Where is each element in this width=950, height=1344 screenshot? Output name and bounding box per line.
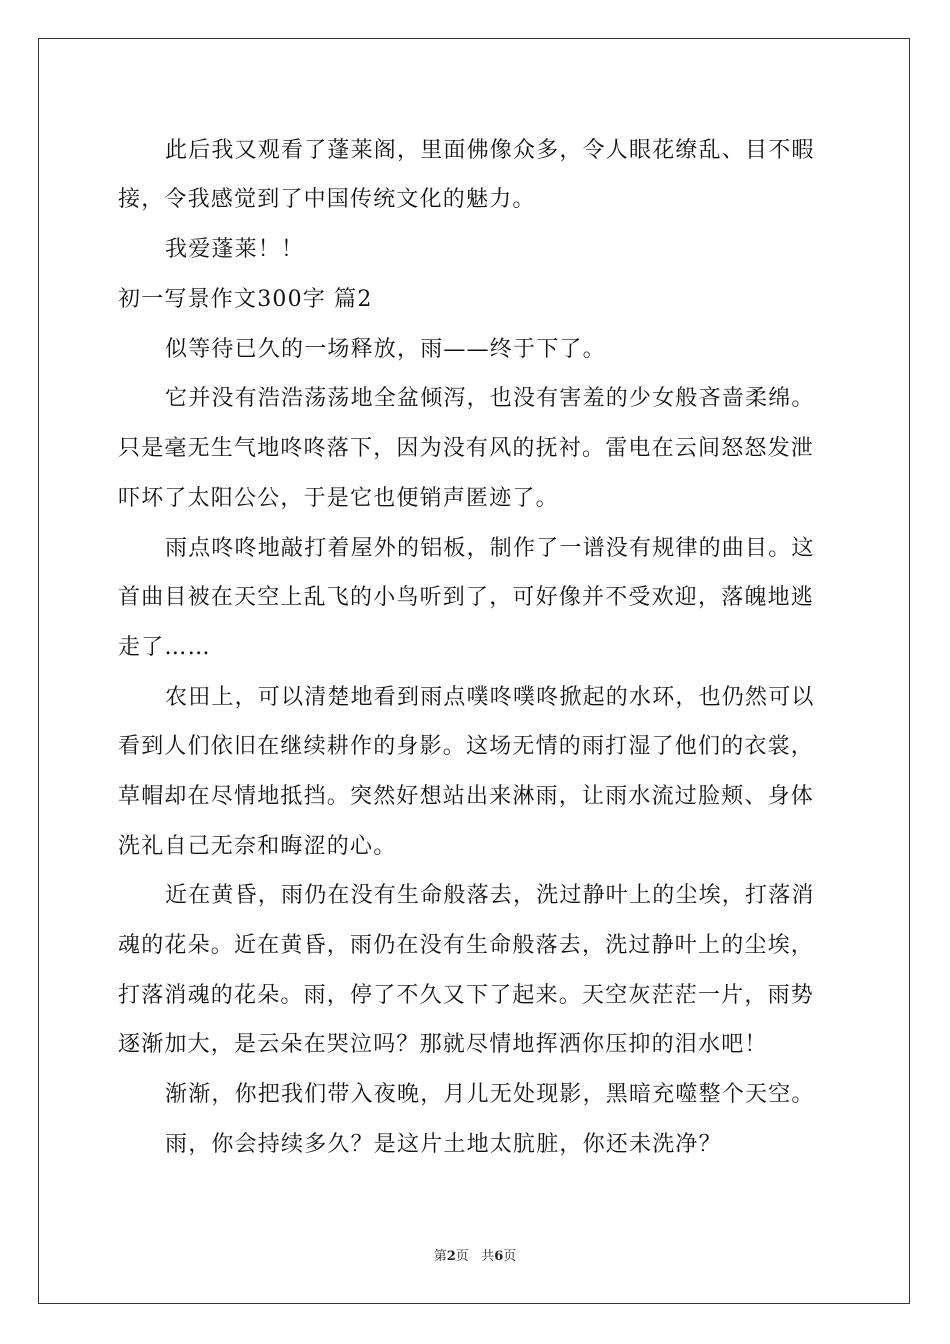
text-line: 打落消魂的花朵。雨，停了不久又下了起来。天空灰茫茫一片，雨势 bbox=[118, 983, 815, 1008]
footer-prefix: 第 bbox=[433, 1249, 447, 1264]
text-line: 首曲目被在天空上乱飞的小鸟听到了，可好像并不受欢迎，落魄地逃 bbox=[118, 585, 815, 610]
page-footer bbox=[0, 1245, 950, 1264]
text-line: 逐渐加大，是云朵在哭泣吗？那就尽情地挥洒你压抑的泪水吧！ bbox=[118, 1032, 768, 1057]
text-line: 近在黄昏，雨仍在没有生命般落去，洗过静叶上的尘埃，打落消 bbox=[165, 883, 815, 908]
text-line: 草帽却在尽情地抵挡。突然好想站出来淋雨，让雨水流过脸颊、身体 bbox=[118, 784, 815, 809]
text-line: 吓坏了太阳公公，于是它也便销声匿迹了。 bbox=[118, 486, 559, 511]
text-line: 似等待已久的一场释放，雨——终于下了。 bbox=[165, 337, 606, 362]
text-line: 只是毫无生气地咚咚落下，因为没有风的抚衬。雷电在云间怒怒发泄 bbox=[118, 436, 815, 461]
text-line: 接，令我感觉到了中国传统文化的魅力。 bbox=[118, 187, 536, 212]
footer-suffix: 页 bbox=[503, 1249, 517, 1264]
text-line: 洗礼自己无奈和晦涩的心。 bbox=[118, 834, 397, 859]
text-line: 魂的花朵。近在黄昏，雨仍在没有生命般落去，洗过静叶上的尘埃， bbox=[118, 933, 815, 958]
text-line: 渐渐，你把我们带入夜晚，月儿无处现影，黑暗充噬整个天空。 bbox=[165, 1082, 815, 1107]
text-line: 雨点咚咚地敲打着屋外的铝板，制作了一谱没有规律的曲目。这 bbox=[165, 536, 815, 561]
text-line: 农田上，可以清楚地看到雨点噗咚噗咚掀起的水环，也仍然可以 bbox=[165, 685, 815, 710]
text-line: 走了…… bbox=[118, 635, 211, 660]
text-line: 看到人们依旧在继续耕作的身影。这场无情的雨打湿了他们的衣裳， bbox=[118, 734, 815, 759]
text-line: 我爱蓬莱！！ bbox=[165, 237, 305, 262]
section-heading: 初一写景作文300字 篇2 bbox=[118, 287, 373, 312]
total-page-number: 6 bbox=[494, 1249, 504, 1264]
text-line: 此后我又观看了蓬莱阁，里面佛像众多，令人眼花缭乱、目不暇 bbox=[165, 138, 815, 163]
text-line: 它并没有浩浩荡荡地全盆倾泻，也没有害羞的少女般吝啬柔绵。 bbox=[165, 386, 815, 411]
text-line: 雨，你会持续多久？是这片土地太肮脏，你还未洗净？ bbox=[165, 1132, 722, 1157]
current-page-number: 2 bbox=[446, 1249, 456, 1264]
footer-mid: 页 共 bbox=[455, 1249, 495, 1264]
page-border bbox=[38, 38, 910, 1304]
